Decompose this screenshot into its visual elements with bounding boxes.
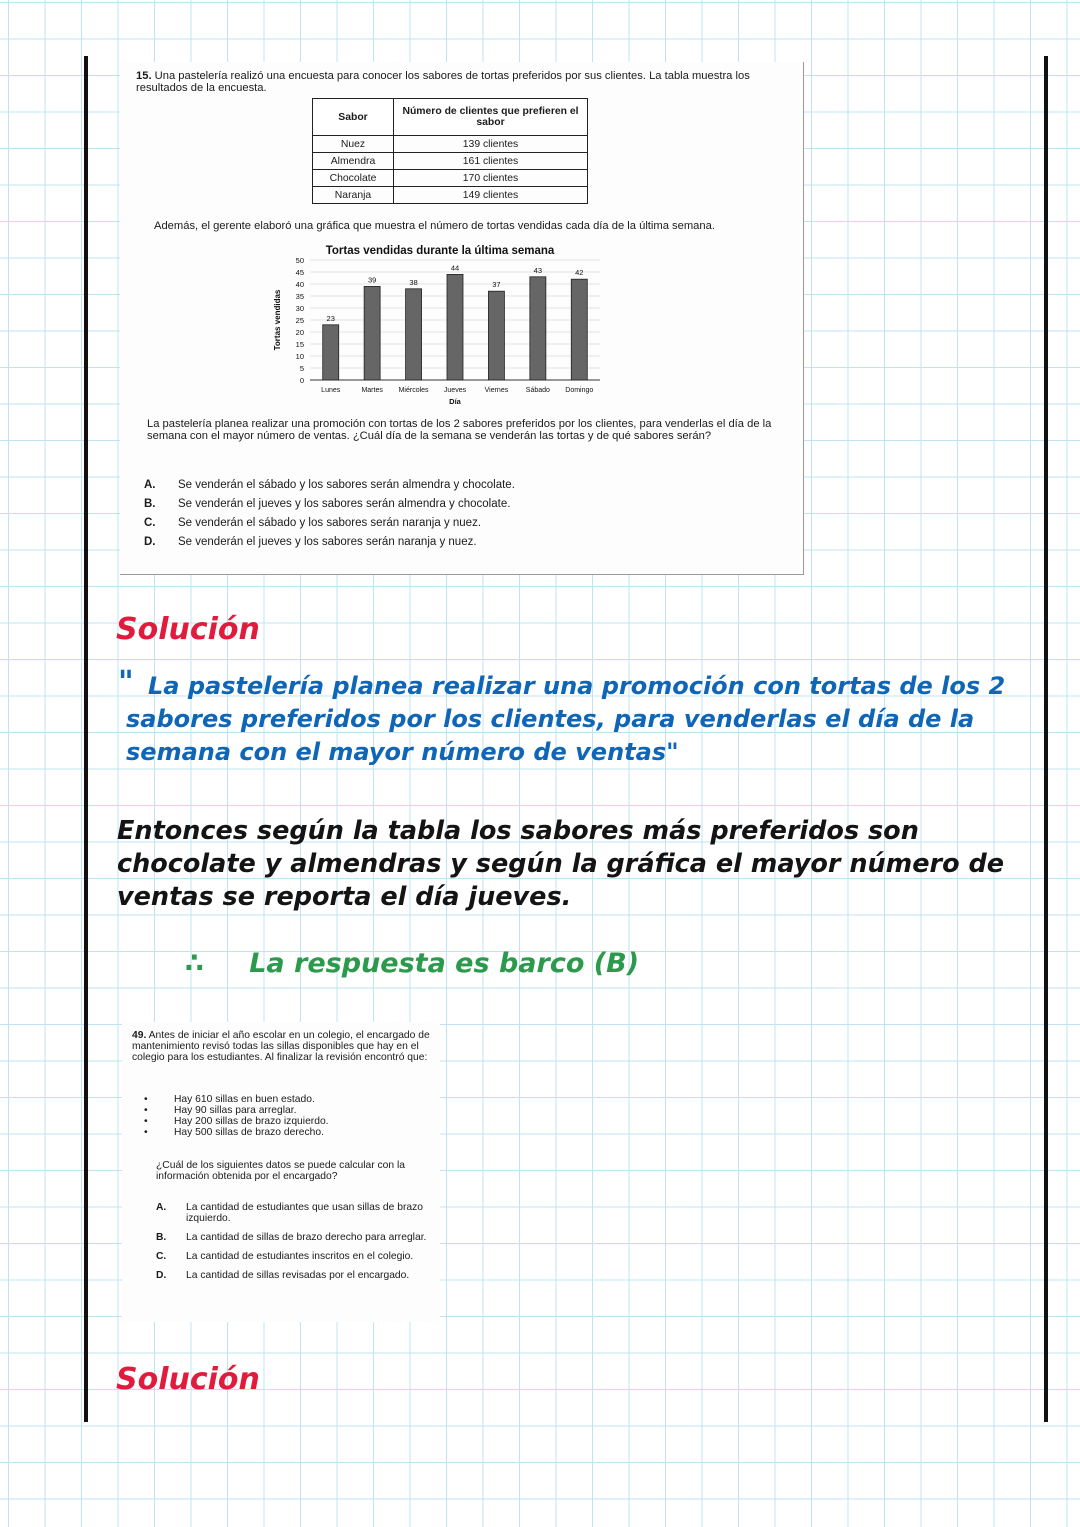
y-tick-label: 15 (295, 340, 304, 349)
table-header-clients: Número de clientes que prefieren el sabor (394, 99, 588, 136)
option-a[interactable]: A. La cantidad de estudiantes que usan sillas de brazo izquierdo. (156, 1202, 423, 1224)
bar-value-label: 38 (409, 277, 418, 287)
bar-value-label: 42 (575, 268, 584, 278)
x-tick-label: Lunes (321, 387, 341, 394)
x-tick-label: Miércoles (398, 387, 429, 394)
y-tick-label: 20 (295, 328, 304, 337)
bar-lunes (323, 325, 339, 380)
bar-miércoles (406, 289, 422, 380)
x-tick-label: Domingo (565, 387, 594, 394)
question-49-intro: 49. Antes de iniciar el año escolar en un colegio, el encargado de mantenimiento revisó todas las sillas disponibles que hay en el colegio para los estudiantes. Al finalizar la revisión encontró que: (132, 1030, 430, 1063)
bar-value-label: 44 (450, 263, 460, 273)
option-b[interactable]: B. La cantidad de sillas de brazo derecho para arreglar. (156, 1232, 427, 1243)
bar-value-label: 43 (533, 265, 543, 275)
question-49-scan (122, 1022, 440, 1322)
question-49-prompt: ¿Cuál de los siguientes datos se puede calcular con la información obtenida por el encargado? (156, 1160, 405, 1182)
solution-quote (118, 665, 1026, 769)
sales-bar-chart (270, 242, 610, 412)
solution-quote-text: La pastelería planea realizar una promoción con tortas de los 2 sabores preferidos por los clientes, para venderlas el día de la semana con el mayor número de ventas" (126, 672, 1006, 766)
question-15-scan: 15. Una pastelería realizó una encuesta para conocer los sabores de tortas preferidos por sus clientes. La tabla muestra los resultados de la encuesta. Sabor Número de clientes que prefieren el sabor Nuez 139 clientes Almendra 161 clientes Chocolate 170 clientes Naranja 149 clientes Además, el gerente elaboró una gráfica que muestra el número de tortas vendidas cada día de la última semana. Tortas vendidas durante la última semana 0 5 10 15 20 25 30 35 40 45 50 Tortas vendidas 23 Lunes 39 Martes 38 Miércoles 44 Jueves 37 Viernes 43 Sábado 42 Domingo Día La pastelería planea realizar una promoción con tortas de los 2 sabores preferidos por los clientes, para venderlas el día de la semana con el mayor número de ventas. ¿Cuál día de la semana se venderán las tortas y de qué sabores serán? A. Se venderán el sábado y los sabores serán almendra y chocolate. B. Se venderán el jueves y los sabores serán almendra y chocolate. C. Se venderán el sábado y los sabores serán naranja y nuez. D. Se venderán el jueves y los sabores serán naranja y nuez. (120, 62, 804, 575)
x-axis-label: Día (449, 397, 461, 406)
solution-explanation: Entonces según la tabla los sabores más preferidos son chocolate y almendras y según la gráfica el mayor número de ventas se reporta el día jueves. (117, 816, 1005, 912)
table-row: Chocolate 170 clientes (313, 170, 588, 187)
x-tick-label: Martes (361, 387, 383, 394)
notebook-right-line (1044, 56, 1048, 1422)
table-row: Naranja 149 clientes (313, 187, 588, 204)
solution-heading-2: Solución (116, 1362, 260, 1397)
flavors-table (312, 98, 588, 204)
y-tick-label: 5 (299, 364, 304, 373)
bar-value-label: 37 (492, 280, 501, 290)
y-tick-label: 30 (295, 304, 304, 313)
table-row: Nuez 139 clientes (313, 136, 588, 153)
solution-heading-1: Solución (116, 612, 260, 647)
bar-sábado (530, 277, 546, 380)
option-d[interactable]: D. La cantidad de sillas revisadas por el encargado. (156, 1270, 410, 1281)
y-tick-label: 45 (295, 268, 304, 277)
bar-domingo (571, 279, 587, 380)
bar-martes (364, 286, 380, 380)
bar-value-label: 23 (326, 313, 335, 323)
bar-value-label: 39 (367, 275, 377, 285)
x-tick-label: Jueves (443, 387, 467, 394)
table-row: Almendra 161 clientes (313, 153, 588, 170)
question-49-options (156, 1202, 436, 1289)
y-tick-label: 10 (295, 352, 304, 361)
y-axis-label: Tortas vendidas (273, 289, 282, 351)
list-item: • Hay 500 sillas de brazo derecho. (144, 1127, 329, 1138)
list-item: • Hay 200 sillas de brazo izquierdo. (144, 1116, 329, 1127)
solution-answer (185, 948, 639, 979)
y-tick-label: 0 (299, 376, 304, 385)
chart-intro: Además, el gerente elaboró una gráfica que muestra el número de tortas vendidas cada día de la última semana. (154, 220, 715, 232)
question-15-intro: 15. Una pastelería realizó una encuesta para conocer los sabores de tortas preferidos por sus clientes. La tabla muestra los resultados de la encuesta. (136, 70, 750, 94)
x-tick-label: Viernes (484, 387, 509, 394)
notebook-margin-line (84, 56, 88, 1422)
y-tick-label: 35 (295, 292, 304, 301)
quote-mark: " (118, 665, 134, 700)
question-15-prompt: La pastelería planea realizar una promoción con tortas de los 2 sabores preferidos por los clientes, para venderlas el día de la semana con el mayor número de ventas. ¿Cuál día de la semana se venderán las tortas y de qué sabores serán? (147, 418, 772, 442)
y-tick-label: 50 (295, 256, 304, 265)
y-tick-label: 25 (295, 316, 304, 325)
chairs-bullet-list (144, 1094, 329, 1138)
bar-jueves (447, 274, 463, 380)
option-c[interactable]: C. La cantidad de estudiantes inscritos en el colegio. (156, 1251, 414, 1262)
therefore-symbol: ∴ (185, 948, 204, 979)
bar-viernes (488, 291, 504, 380)
answer-text: La respuesta es barco (B) (249, 948, 640, 979)
list-item: • Hay 90 sillas para arreglar. (144, 1105, 329, 1116)
y-tick-label: 40 (295, 280, 304, 289)
chart-title: Tortas vendidas durante la última semana (325, 245, 555, 257)
table-header-flavor: Sabor (313, 99, 394, 136)
list-item: • Hay 610 sillas en buen estado. (144, 1094, 329, 1105)
x-tick-label: Sábado (525, 387, 550, 394)
